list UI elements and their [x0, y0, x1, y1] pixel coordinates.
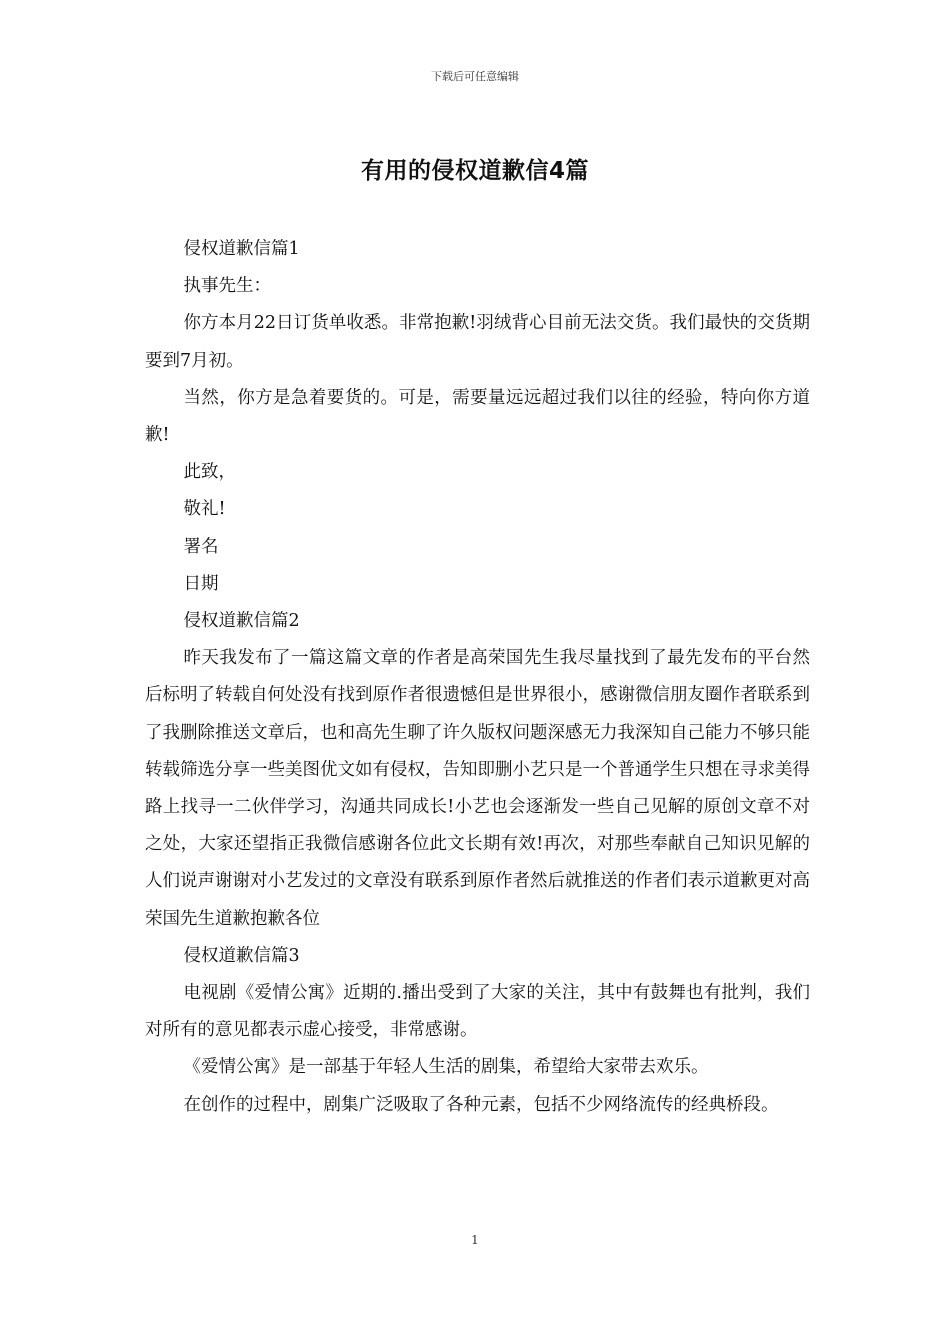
- closing-line: 此致，: [183, 462, 236, 483]
- body-paragraph: 电视剧《爱情公寓》近期的.播出受到了大家的关注，其中有鼓舞也有批判，我们对所有的意见都表示虚心接受，非常感谢。: [145, 983, 810, 1041]
- header-note: 下载后可任意编辑: [431, 70, 519, 83]
- section-heading-1: 侵权道歉信篇1: [183, 239, 300, 259]
- section-heading-3: 侵权道歉信篇3: [183, 945, 300, 966]
- body-paragraph: 昨天我发布了一篇这篇文章的作者是高荣国先生我尽量找到了最先发布的平台然后标明了转载自何处没有找到原作者很遗憾但是世界很小，感谢微信朋友圈作者联系到了我删除推送文章后，也和高先生聊了许久版权问题深感无力我深知自己能力不够只能转载筛选分享一些美图优文如有侵权，告知即删小艺只是一个普通学生只想在寻求美得路上找寻一二伙伴学习，沟通共同成长!小艺也会逐渐发一些自己见解的原创文章不对之处，大家还望指正我微信感谢各位此文长期有效!再次，对那些奉献自己知识见解的人们说声谢谢对小艺发过的文章没有联系到原作者然后就推送的作者们表示道歉更对高荣国先生道歉抱歉各位: [145, 648, 810, 929]
- body-paragraph: 你方本月22日订货单收悉。非常抱歉!羽绒背心目前无法交货。我们最快的交货期要到7月初。: [145, 313, 810, 371]
- salutation: 执事先生：: [183, 276, 271, 297]
- page-number: 1: [471, 1233, 479, 1247]
- closing-line: 敬礼!: [183, 499, 226, 520]
- section-heading-2: 侵权道歉信篇2: [183, 611, 300, 632]
- body-paragraph: 当然，你方是急着要货的。可是，需要量远远超过我们以往的经验，特向你方道歉!: [145, 387, 810, 446]
- body-paragraph: 《爱情公寓》是一部基于年轻人生活的剧集，希望给大家带去欢乐。: [183, 1057, 709, 1078]
- document-body: [145, 231, 810, 1124]
- document-title: 有用的侵权道歉信4篇: [360, 158, 589, 184]
- signature-line: 署名: [183, 536, 219, 557]
- body-paragraph: 在创作的过程中，剧集广泛吸取了各种元素，包括不少网络流传的经典桥段。: [183, 1094, 779, 1115]
- date-line: 日期: [183, 573, 219, 594]
